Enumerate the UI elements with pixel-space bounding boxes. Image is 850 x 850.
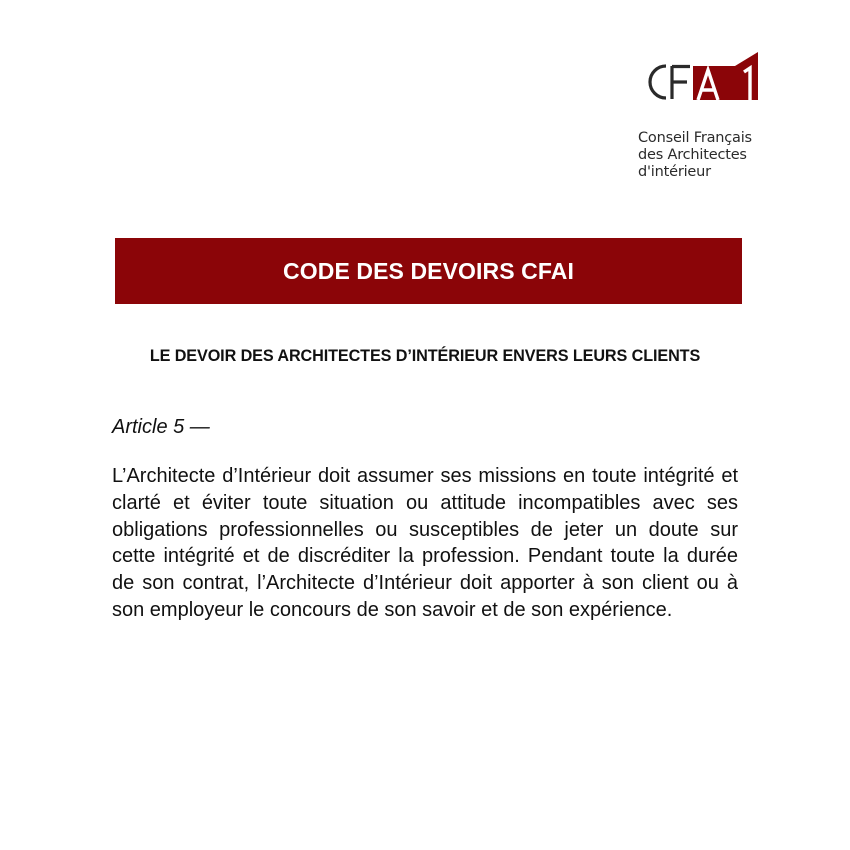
article-body: L’Architecte d’Intérieur doit assumer ses missions en toute intégrité et clarté et éviter toute situation ou attitude incompatibles avec ses obligations professionnelles ou susceptibles de jeter un doute sur cette intégrité et de discréditer la profession. Pendant toute la durée de son contrat, l’Architecte d’Intérieur doit apporter à son client ou à son employeur le concours de son savoir et de son expérience. (112, 465, 738, 621)
section-heading: LE DEVOIR DES ARCHITECTES D’INTÉRIEUR ENVERS LEURS CLIENTS (149, 347, 701, 365)
cfai-logo-mark (636, 52, 768, 114)
logo-line-2: des Architectes (638, 147, 747, 163)
logo-line-3: d'intérieur (638, 164, 711, 180)
article-label: Article 5 — (112, 416, 210, 438)
logo-line-1: Conseil Français (638, 130, 752, 146)
logo-caption (638, 130, 770, 181)
page-title: CODE DES DEVOIRS CFAI (283, 257, 574, 284)
title-banner (115, 238, 742, 304)
cfai-logo (636, 52, 768, 184)
